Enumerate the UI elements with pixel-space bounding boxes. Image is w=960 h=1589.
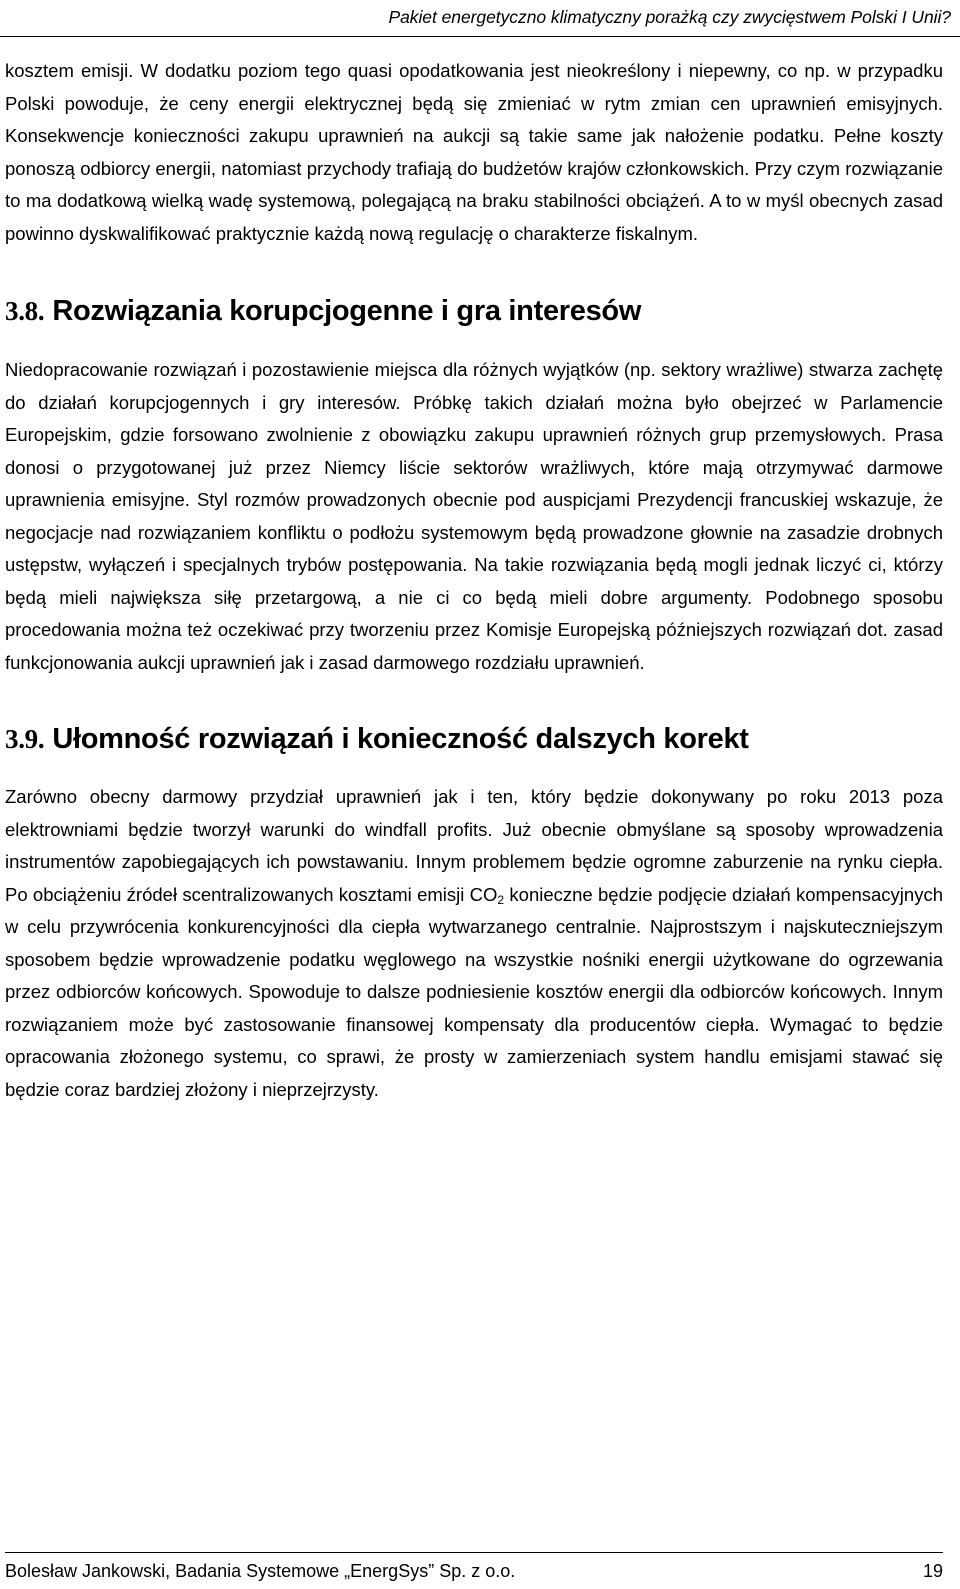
text-before-subscript: Zarówno obecny darmowy przydział uprawnień jak i ten, który będzie dokonywany po roku 2013 poza elektrowniami będzie tworzył warunki do windfall profits. Już obecnie obmyślane są sposoby wprowadzenia instrumentów zapobiegających ich powstawaniu. Innym problemem będzie ogromne zaburzenie na rynku ciepła. Po obciążeniu źródeł scentralizowanych kosztami emisji CO bbox=[5, 786, 943, 905]
co2-subscript: 2 bbox=[497, 892, 505, 907]
section-number: 3.8. bbox=[5, 296, 45, 326]
document-body bbox=[5, 55, 943, 1106]
paragraph-section-3-9 bbox=[5, 781, 943, 1106]
section-heading-3-9 bbox=[5, 722, 943, 756]
section-number: 3.9. bbox=[5, 724, 45, 754]
paragraph-section-3-8: Niedopracowanie rozwiązań i pozostawienie miejsca dla różnych wyjątków (np. sektory wrażliwe) stwarza zachętę do działań korupcjogennych i gry interesów. Próbkę takich działań można było obejrzeć w Parlamencie Europejskim, gdzie forsowano zwolnienie z obowiązku zakupu uprawnień różnych grup przemysłowych. Prasa donosi o przygotowanej już przez Niemcy liście sektorów wrażliwych, które mają otrzymywać darmowe uprawnienia emisyjne. Styl rozmów prowadzonych obecnie pod auspicjami Prezydencji francuskiej wskazuje, że negocjacje nad rozwiązaniem konfliktu o podłożu systemowym będą prowadzone głownie na zasadzie drobnych ustępstw, wyłączeń i specjalnych trybów postępowania. Na takie rozwiązania będą mogli jednak liczyć ci, którzy będą mieli największa siłę przetargową, a nie ci co będą mieli dobre argumenty. Podobnego sposobu procedowania można też oczekiwać przy tworzeniu przez Komisje Europejską późniejszych rozwiązań dot. zasad funkcjonowania aukcji uprawnień jak i zasad darmowego rozdziału uprawnień. bbox=[5, 359, 943, 673]
paragraph-continuation: kosztem emisji. W dodatku poziom tego quasi opodatkowania jest nieokreślony i niepewny, co np. w przypadku Polski powoduje, że ceny energii elektrycznej będą się zmieniać w rytm zmian cen uprawnień emisyjnych. Konsekwencje konieczności zakupu uprawnień na aukcji są takie same jak nałożenie podatku. Pełne koszty ponoszą odbiorcy energii, natomiast przychody trafiają do budżetów krajów członkowskich. Przy czym rozwiązanie to ma dodatkową wielką wadę systemową, polegającą na braku stabilności obciążeń. A to w myśl obecnych zasad powinno dyskwalifikować praktycznie każdą nową regulację o charakterze fiskalnym. bbox=[5, 60, 943, 244]
footer-author: Bolesław Jankowski, Badania Systemowe „EnergSys” Sp. z o.o. bbox=[5, 1561, 516, 1581]
running-title: Pakiet energetyczno klimatyczny porażką czy zwycięstwem Polski I Unii? bbox=[388, 7, 951, 27]
section-title: Ułomność rozwiązań i konieczność dalszych korekt bbox=[52, 723, 749, 755]
section-title: Rozwiązania korupcjogenne i gra interesów bbox=[52, 295, 642, 327]
page-header bbox=[0, 0, 960, 37]
text-after-subscript: konieczne będzie podjęcie działań kompensacyjnych w celu przywrócenia konkurencyjności dla ciepła wytwarzanego centralnie. Najprostszym i najskuteczniejszym sposobem będzie wprowadzenie podatku węglowego na wszystkie nośniki energii użytkowane do ogrzewania przez odbiorców końcowych. Spowoduje to dalsze podniesienie kosztów energii dla odbiorców końcowych. Innym rozwiązaniem może być zastosowanie finansowej kompensaty dla producentów ciepła. Wymagać to będzie opracowania złożonego systemu, co sprawi, że prosty w zamierzeniach system handlu emisjami stawać się będzie coraz bardziej złożony i nieprzejrzysty. bbox=[5, 883, 943, 1100]
page-number: 19 bbox=[922, 1561, 943, 1581]
page-footer bbox=[5, 1552, 943, 1588]
section-heading-3-8 bbox=[5, 294, 943, 328]
